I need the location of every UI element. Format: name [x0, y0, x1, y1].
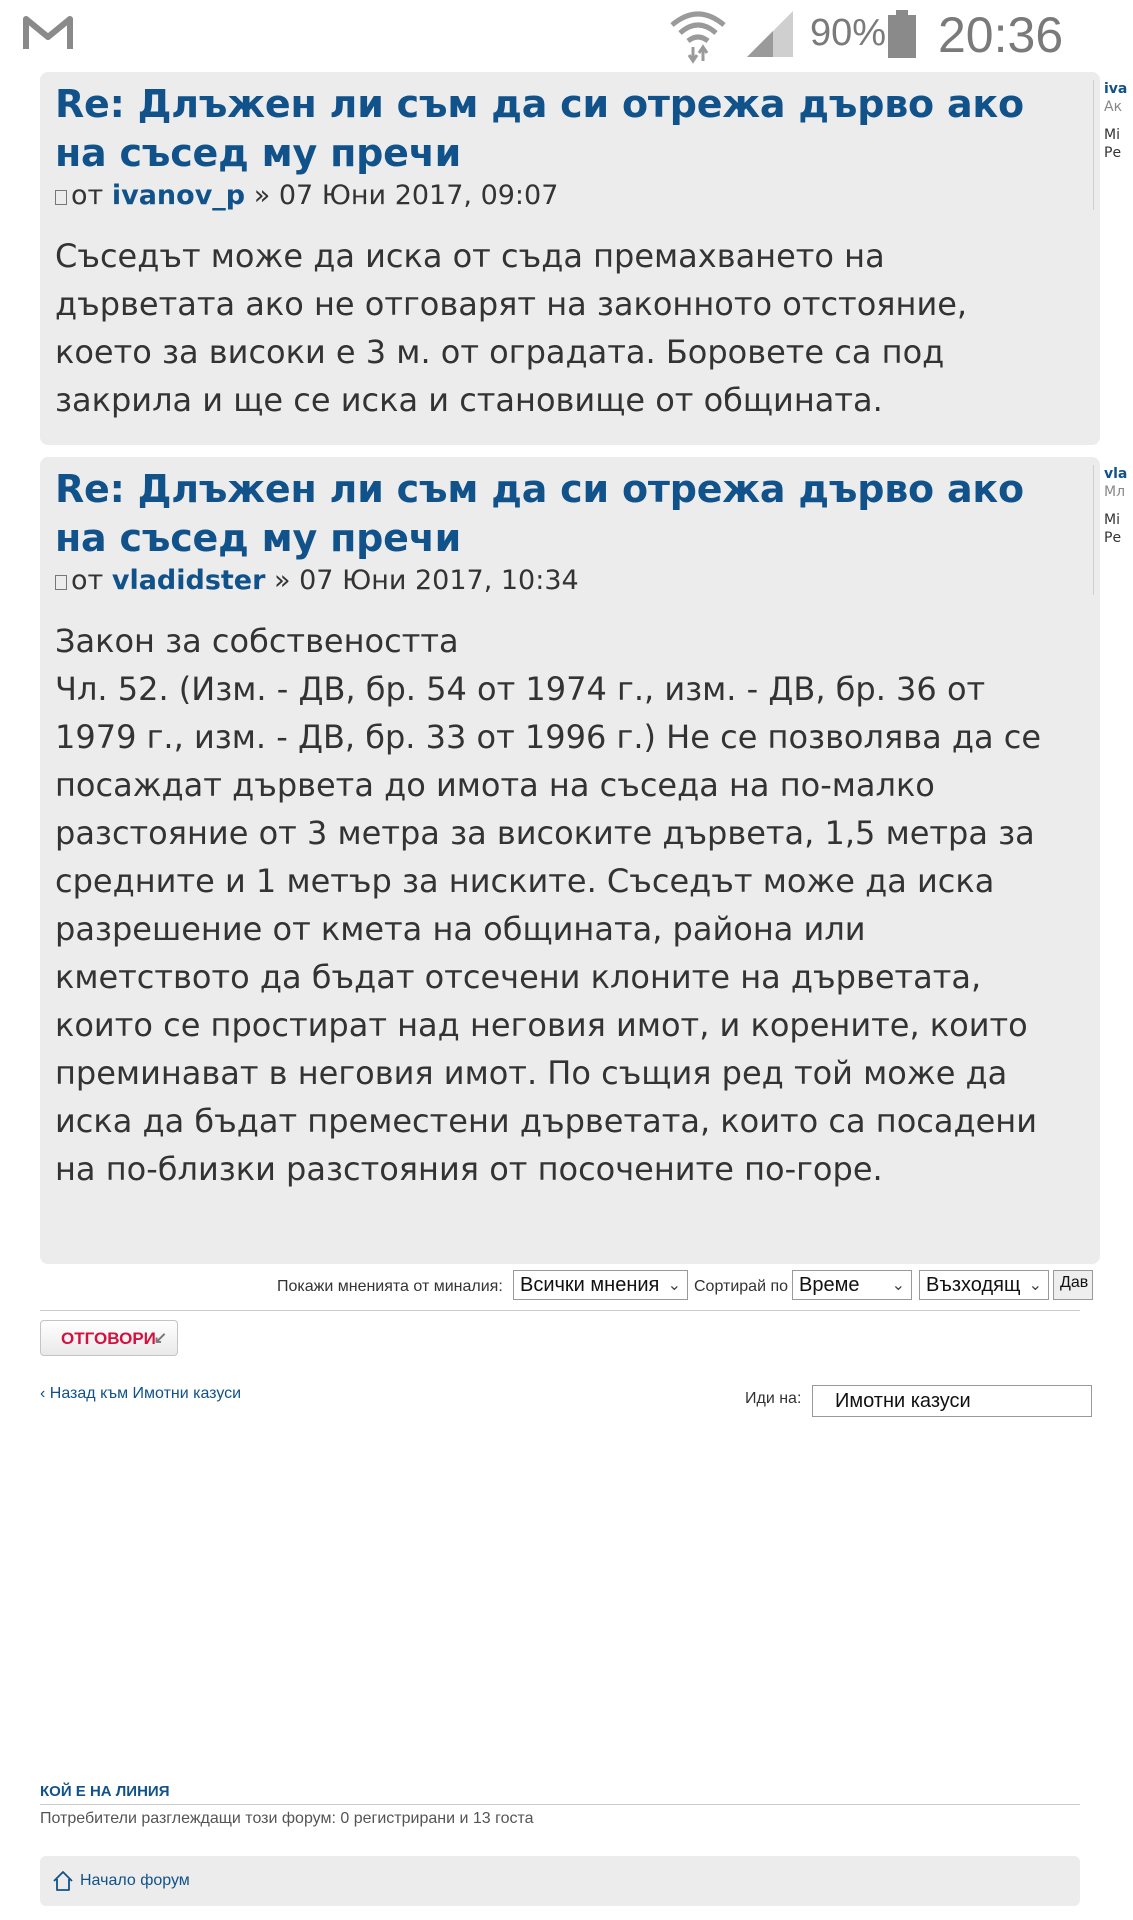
- post-title[interactable]: Re: Длъжен ли съм да си отрежа дърво ако на съсед му пречи: [55, 82, 1024, 175]
- show-posts-select[interactable]: [513, 1270, 688, 1300]
- post-profile: [1093, 465, 1133, 595]
- who-is-online-text: Потребители разглеждащи този форум: 0 регистрирани и 13 госта: [40, 1810, 534, 1827]
- reply-arrow-icon: ↙: [153, 1330, 167, 1347]
- by-prefix: от: [71, 180, 104, 211]
- profile-info: Мі: [1104, 127, 1120, 143]
- profile-rank: Ак: [1104, 99, 1123, 115]
- back-link[interactable]: [40, 1385, 241, 1403]
- post-author[interactable]: ivanov_p: [111, 180, 246, 211]
- signal-icon: [745, 9, 795, 59]
- go-button[interactable]: [1053, 1270, 1093, 1300]
- profile-name[interactable]: vla: [1104, 466, 1128, 482]
- post-profile: [1093, 80, 1133, 210]
- jump-to-select[interactable]: [812, 1385, 1092, 1417]
- post-title[interactable]: Re: Длъжен ли съм да си отрежа дърво ако на съсед му пречи: [55, 467, 1024, 560]
- profile-info: Мі: [1104, 512, 1120, 528]
- show-posts-label: Покажи мненията от миналия:: [277, 1278, 503, 1295]
- sort-by-value: Време: [799, 1274, 860, 1296]
- post: [40, 72, 1128, 445]
- post-body: Съседът може да иска от съда премахването на дърветата ако не отговарят на законното отстояние, което за високи е 3 м. от оградата. Боровете са под закрила и ще се иска и становище от общината.: [55, 237, 968, 419]
- clock: 20:36: [938, 7, 1064, 63]
- go-button-label: Дав: [1060, 1274, 1089, 1291]
- who-is-online-title[interactable]: КОЙ Е НА ЛИНИЯ: [40, 1783, 170, 1800]
- sort-bar: [40, 1268, 1089, 1306]
- by-prefix: от: [71, 565, 104, 596]
- post-icon[interactable]: [55, 575, 67, 590]
- sort-order-value: Възходящ: [926, 1274, 1021, 1296]
- post-meta: [55, 565, 1055, 596]
- wifi-icon: [668, 7, 728, 63]
- divider: [40, 1310, 1080, 1311]
- home-icon: [52, 1870, 74, 1892]
- profile-rank: Мл: [1104, 484, 1126, 500]
- divider: [40, 1804, 1080, 1805]
- post-date: » 07 Юни 2017, 09:07: [253, 180, 559, 211]
- show-posts-value: Всички мнения: [520, 1274, 660, 1296]
- sort-by-label: Сортирай по: [694, 1278, 789, 1295]
- status-bar: [0, 0, 1080, 72]
- chevron-down-icon: ⌄: [1028, 1277, 1042, 1294]
- chevron-down-icon: ⌄: [891, 1277, 905, 1294]
- profile-info: Ре: [1104, 530, 1122, 546]
- back-link-label: Назад към Имотни казуси: [49, 1385, 242, 1402]
- footer-nav: [40, 1856, 1080, 1906]
- profile-info: Ре: [1104, 145, 1122, 161]
- chevron-left-icon: ‹: [40, 1385, 50, 1402]
- jump-to-value: Имотни казуси: [835, 1390, 971, 1412]
- chevron-down-icon: ⌄: [667, 1277, 681, 1294]
- forum-home-link[interactable]: Начало форум: [80, 1872, 190, 1889]
- post: [40, 457, 1128, 1264]
- post-icon[interactable]: [55, 190, 67, 205]
- post-body: Закон за собствеността Чл. 52. (Изм. - ДВ, бр. 54 от 1974 г., изм. - ДВ, бр. 36 от 1979 г., изм. - ДВ, бр. 33 от 1996 г.) Не се позволява да се посаждат дървета до имота на съседа на по-малко разстояние от 3 метра за високите дървета, 1,5 метра за средните и 1 метър за ниските. Съседът може да иска разрешение от кмета на общината, района или кметството да бъдат отсечени клоните на дърветата, които се простират над неговия имот, и корените, които преминават в неговия имот. По същия ред той може да иска да бъдат преместени дърветата, които са посадени на по-близки разстояния от посочените по-горе.: [55, 622, 1042, 1188]
- reply-button-label: ОТГОВОРИ: [61, 1329, 156, 1348]
- profile-name[interactable]: iva: [1104, 81, 1128, 97]
- battery-percentage: 90%: [810, 12, 887, 54]
- post-date: » 07 Юни 2017, 10:34: [274, 565, 579, 596]
- sort-by-select[interactable]: [792, 1270, 912, 1300]
- battery-icon: [886, 10, 918, 58]
- reply-button[interactable]: [40, 1320, 178, 1356]
- post-author[interactable]: vladidster: [111, 565, 266, 596]
- sort-order-select[interactable]: [919, 1270, 1049, 1300]
- jump-to-label: Иди на:: [745, 1390, 802, 1407]
- gmail-icon: [22, 13, 74, 53]
- post-meta: [55, 180, 1055, 211]
